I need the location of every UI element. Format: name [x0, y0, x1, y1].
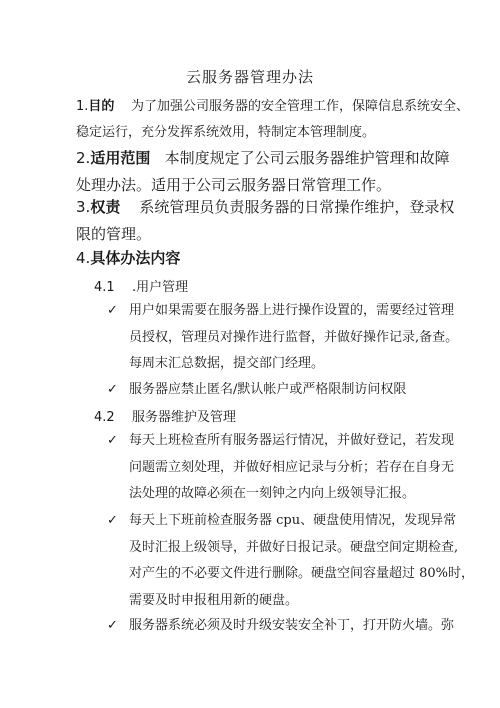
section-heading: 具体办法内容: [90, 249, 181, 267]
list-item: [107, 508, 475, 614]
section-procedures: [76, 245, 448, 272]
section-text-line: 限的管理。: [76, 225, 152, 243]
section-number: 3.: [76, 198, 91, 216]
list-item: [107, 613, 455, 640]
list-item-line: 员授权，管理员对操作进行监督，并做好操作记录,备查。: [129, 329, 459, 345]
section-number: 4.: [76, 249, 91, 267]
list-item-line: 及时汇报上级领导，并做好日报记录。硬盘空间定期检查,: [129, 539, 459, 555]
list-item-line: 服务器系统必须及时升级安装安全补丁，打开防火墙。弥: [129, 618, 455, 633]
section-heading: 目的: [88, 99, 115, 114]
checkmark-icon: ✓: [107, 433, 118, 448]
subsection-server-maintenance: [94, 406, 236, 425]
list-item: [107, 377, 452, 404]
list-item-line: 问题需立刻处理，并做好相应记录与分析；若存在自身无: [129, 459, 455, 475]
section-purpose: [76, 94, 469, 146]
section-heading: 适用范围: [90, 149, 151, 167]
list-item-line: 需要及时申报租用新的硬盘。: [129, 592, 299, 608]
section-number: 2.: [76, 149, 91, 167]
list-item-line: 服务器应禁止匿名/默认帐户或严格限制访问权限: [129, 382, 407, 397]
document-title: 云服务器管理办法: [185, 68, 314, 86]
section-text-line: 系统管理员负责服务器的日常操作维护，登录权: [139, 198, 455, 216]
section-scope: [76, 145, 448, 199]
list-item-line: 每天上班检查所有服务器运行情况，并做好登记，若发现: [129, 433, 455, 448]
subsection-title: .用户管理: [132, 280, 189, 295]
list-item-line: 法处理的故障必须在一刻钟之内向上级领导汇报。: [129, 486, 416, 501]
section-text-line: 为了加强公司服务器的安全管理工作，保障信息系统安全、: [130, 99, 469, 114]
section-text-line: 稳定运行，充分发挥系统效用，特制定本管理制度。: [76, 125, 376, 140]
subsection-user-management: [94, 276, 188, 295]
checkmark-icon: ✓: [107, 382, 118, 397]
subsection-number: 4.2: [94, 410, 115, 425]
section-heading: 权责: [90, 198, 121, 216]
section-text-line: 处理办法。适用于公司云服务器日常管理工作。: [76, 176, 392, 194]
checkmark-icon: ✓: [107, 303, 118, 318]
checkmark-icon: ✓: [107, 618, 118, 633]
list-item: [107, 298, 459, 378]
list-item: [107, 428, 455, 508]
section-responsibility: [76, 194, 455, 248]
list-item-line: 每天上下班前检查服务器 cpu、硬盘使用情况，发现异常: [129, 513, 457, 528]
list-item-line: 对产生的不必要文件进行删除。硬盘空间容量超过 80%时，: [129, 566, 475, 581]
checkmark-icon: ✓: [107, 513, 118, 528]
subsection-title: 服务器维护及管理: [132, 410, 237, 425]
list-item-line: 每周末汇总数据，提交部门经理。: [129, 356, 325, 371]
subsection-number: 4.1: [94, 280, 115, 295]
list-item-line: 用户如果需要在服务器上进行操作设置的，需要经过管理: [129, 303, 455, 318]
section-number: 1.: [76, 99, 89, 114]
section-text-line: 本制度规定了公司云服务器维护管理和故障: [164, 149, 450, 167]
